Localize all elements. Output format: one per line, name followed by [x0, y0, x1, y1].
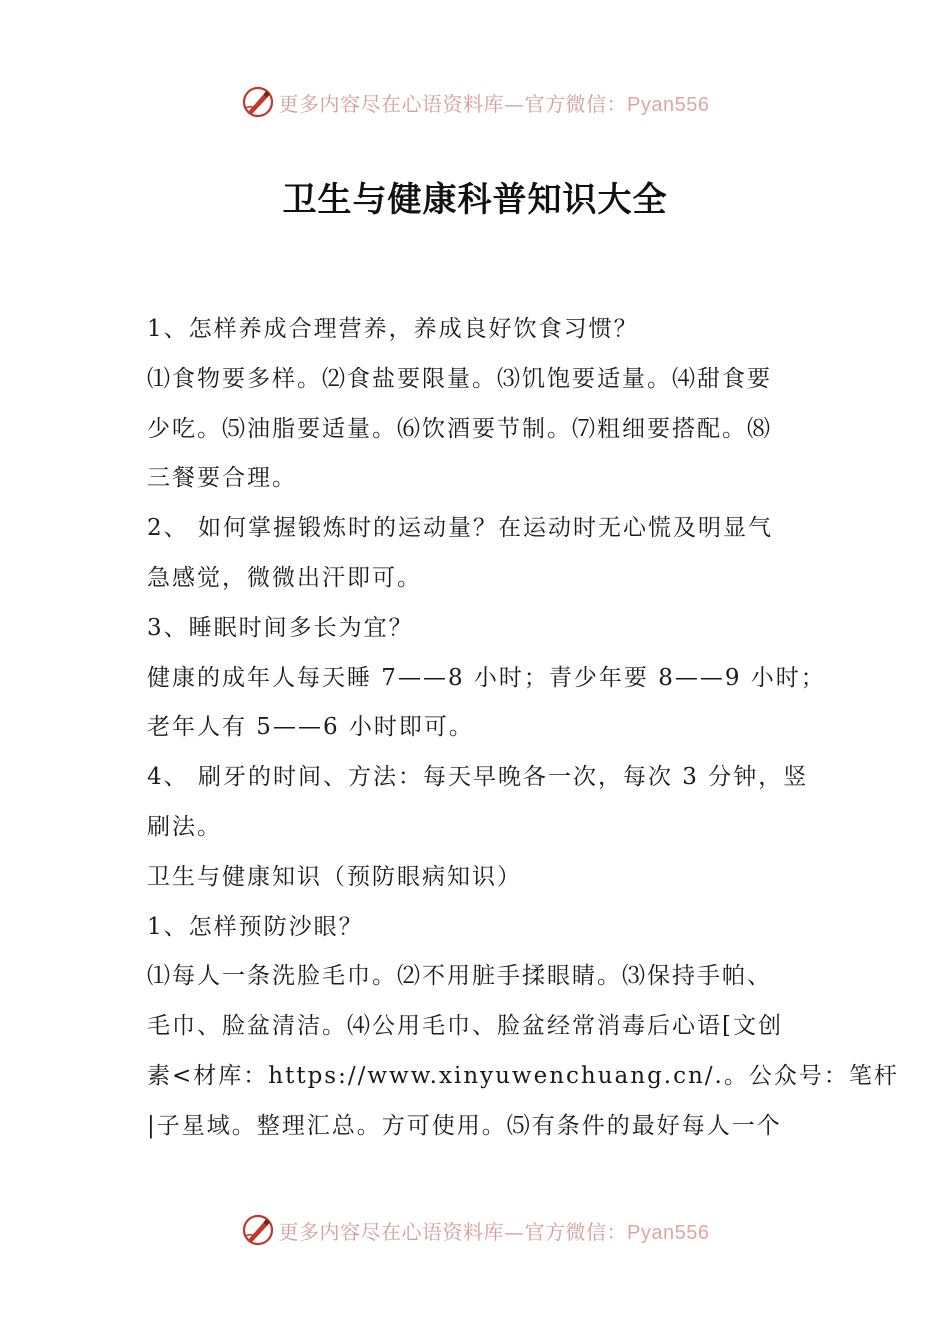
body-line: 毛巾、脸盆清洁。⑷公用毛巾、脸盆经常消毒后心语[文创 [147, 1013, 783, 1040]
header-banner-text [279, 88, 710, 117]
header-wechat-id: Pyan556 [627, 93, 710, 116]
body-line: 刷法。 [147, 813, 222, 840]
body-line: 急感觉，微微出汗即可。 [147, 564, 422, 591]
document-title: 卫生与健康科普知识大全 [282, 180, 668, 220]
pen-logo-icon [241, 1213, 275, 1247]
body-line: 1、怎样养成合理营养，养成良好饮食习惯？ [147, 316, 639, 342]
footer-banner [0, 1210, 950, 1250]
document-body [147, 305, 899, 1152]
body-line: 素<材库：https://www.xinyuwenchuang.cn/.。公众号：笔杆 [147, 1062, 899, 1089]
body-line: 健康的成年人每天睡 7——8 小时；青少年要 8——9 小时； [147, 664, 826, 691]
body-line: |子星域。整理汇总。方可使用。⑸有条件的最好每人一个 [147, 1112, 782, 1139]
footer-wechat-id: Pyan556 [627, 1221, 710, 1244]
header-banner [0, 82, 950, 122]
footer-banner-text [279, 1216, 710, 1245]
pen-logo-icon [241, 85, 275, 119]
body-line: 老年人有 5——6 小时即可。 [147, 714, 474, 741]
body-line: 3、睡眠时间多长为宜？ [147, 614, 414, 641]
body-line: 2、 如何掌握锻炼时的运动量？在运动时无心慌及明显气 [147, 515, 773, 542]
body-line: 三餐要合理。 [147, 465, 297, 492]
section-heading: 卫生与健康知识（预防眼病知识） [147, 863, 522, 890]
body-line: 少吃。⑸油脂要适量。⑹饮酒要节制。⑺粗细要搭配。⑻ [147, 415, 772, 442]
body-line: 4、 刷牙的时间、方法：每天早晚各一次，每次 3 分钟，竖 [147, 764, 809, 791]
body-line: 1、怎样预防沙眼？ [147, 913, 364, 940]
footer-banner-label: 更多内容尽在心语资料库—官方微信： [278, 1219, 628, 1244]
body-line: ⑴食物要多样。⑵食盐要限量。⑶饥饱要适量。⑷甜食要 [147, 365, 772, 392]
body-line: ⑴每人一条洗脸毛巾。⑵不用脏手揉眼睛。⑶保持手帕、 [147, 963, 772, 990]
header-banner-label: 更多内容尽在心语资料库—官方微信： [278, 91, 628, 116]
